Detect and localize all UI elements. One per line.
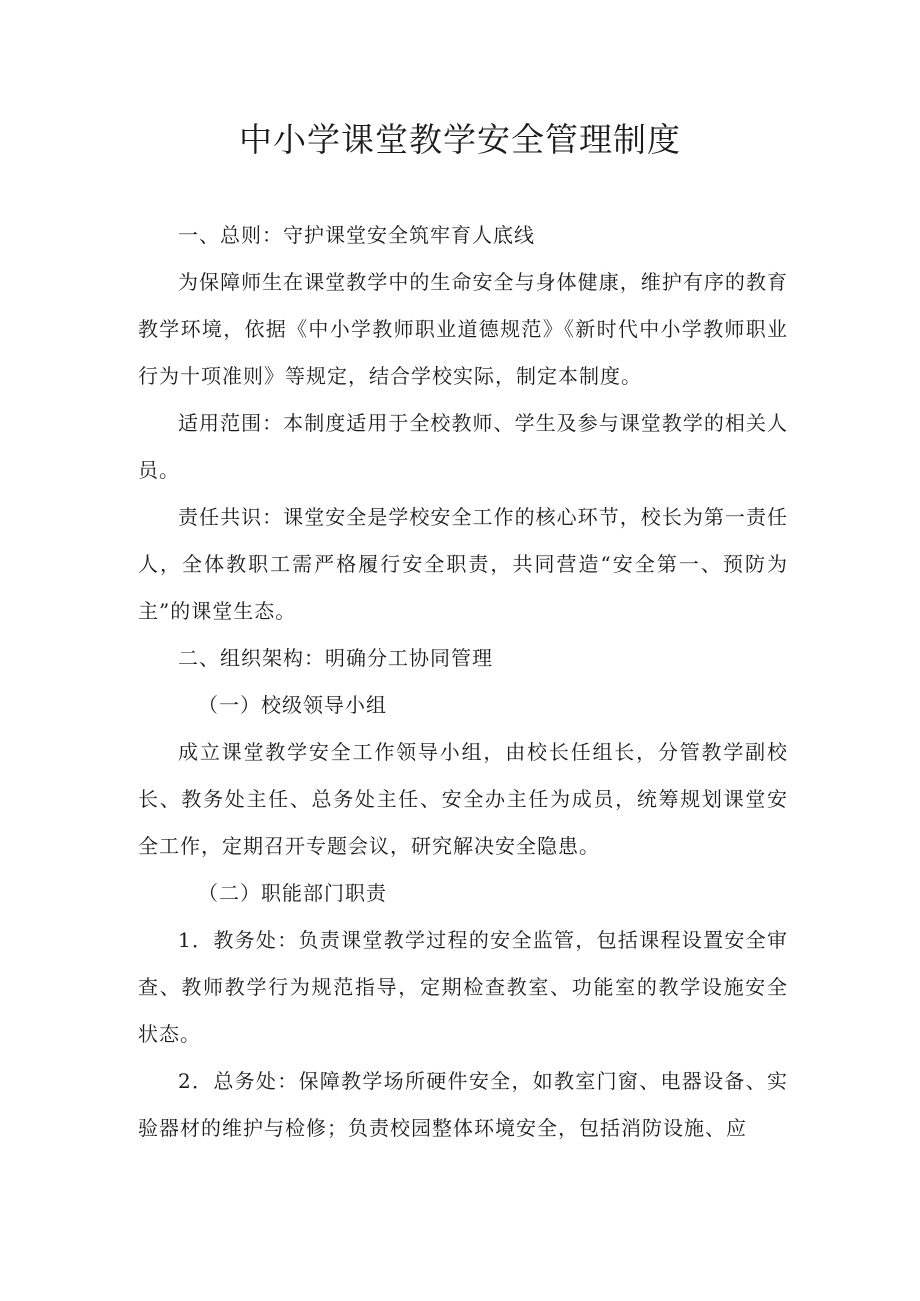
section-1-paragraph-purpose: 为保障师生在课堂教学中的生命安全与身体健康，维护有序的教育教学环境，依据《中小学教师职业道德规范》《新时代中小学教师职业行为十项准则》等规定，结合学校实际，制定本制度。 (138, 270, 788, 388)
section-1-paragraph-responsibility: 责任共识：课堂安全是学校安全工作的核心环节，校长为第一责任人，全体教职工需严格履行安全职责，共同营造“安全第一、预防为主”的课堂生态。 (138, 505, 788, 623)
section-2-paragraph-leadership: 成立课堂教学安全工作领导小组，由校长任组长，分管教学副校长、教务处主任、总务处主任、安全办主任为成员，统筹规划课堂安全工作，定期召开专题会议，研究解决安全隐患。 (138, 740, 788, 858)
document-title: 中小学课堂教学安全管理制度 (239, 120, 681, 159)
section-2-item-general-affairs: 2．总务处：保障教学场所硬件安全，如教室门窗、电器设备、实验器材的维护与检修；负责校园整体环境安全，包括消防设施、应 (138, 1069, 788, 1140)
section-1-heading: 一、总则：守护课堂安全筑牢育人底线 (178, 223, 535, 247)
section-2-subheading-leadership: （一）校级领导小组 (198, 693, 387, 717)
section-2-subheading-departments: （二）职能部门职责 (198, 881, 387, 905)
section-2-item-academic-affairs: 1．教务处：负责课堂教学过程的安全监管，包括课程设置安全审查、教师教学行为规范指导，定期检查教室、功能室的教学设施安全状态。 (138, 928, 788, 1046)
document-body (138, 212, 788, 1152)
section-1-paragraph-scope: 适用范围：本制度适用于全校教师、学生及参与课堂教学的相关人员。 (138, 411, 788, 482)
section-2-heading: 二、组织架构：明确分工协同管理 (178, 646, 493, 670)
